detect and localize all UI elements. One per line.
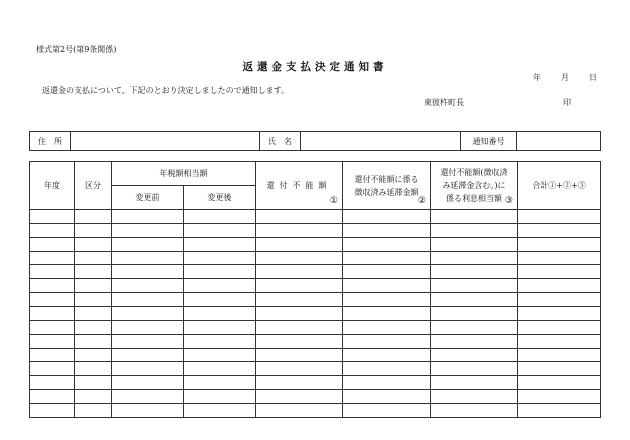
category-cell[interactable] (75, 320, 112, 334)
total-cell[interactable] (518, 237, 601, 251)
table-body (30, 210, 601, 418)
category-cell[interactable] (75, 251, 112, 265)
before-cell[interactable] (112, 279, 184, 293)
mark-2: ② (417, 196, 426, 206)
total-cell[interactable] (518, 210, 601, 224)
year-cell[interactable] (30, 307, 75, 321)
unreturned-cell[interactable] (256, 210, 343, 224)
year-cell[interactable] (30, 223, 75, 237)
before-cell[interactable] (112, 265, 184, 279)
total-cell[interactable] (518, 251, 601, 265)
category-cell[interactable] (75, 307, 112, 321)
year-cell[interactable] (30, 334, 75, 348)
late-fee-cell[interactable] (343, 293, 431, 307)
before-cell[interactable] (112, 210, 184, 224)
total-cell[interactable] (518, 293, 601, 307)
seal-mark: 印 (563, 98, 571, 107)
category-header: 区分 (75, 162, 112, 210)
late-fee-cell[interactable] (343, 307, 431, 321)
category-cell[interactable] (75, 293, 112, 307)
date-year-label: 年 (533, 73, 541, 82)
after-cell[interactable] (184, 223, 256, 237)
year-cell[interactable] (30, 348, 75, 362)
interest-line-1: 還付不能額(徴収済 (440, 168, 508, 177)
year-cell[interactable] (30, 293, 75, 307)
year-cell[interactable] (30, 390, 75, 404)
total-cell[interactable] (518, 265, 601, 279)
unreturned-cell[interactable] (256, 237, 343, 251)
late-fee-cell[interactable] (343, 390, 431, 404)
address-field[interactable] (71, 132, 260, 151)
total-cell[interactable] (518, 223, 601, 237)
recipient-info-table (29, 131, 601, 151)
after-cell[interactable] (184, 362, 256, 376)
year-cell[interactable] (30, 362, 75, 376)
late-fee-cell[interactable] (343, 320, 431, 334)
refund-table (29, 161, 601, 418)
notice-number-field[interactable] (517, 132, 601, 151)
document-title: 返還金支払決定通知書 (242, 61, 388, 73)
interest-cell[interactable] (431, 251, 518, 265)
form-number: 様式第2号(第9条関係) (36, 45, 117, 54)
table-row (30, 334, 601, 348)
interest-cell[interactable] (431, 390, 518, 404)
category-cell[interactable] (75, 334, 112, 348)
late-fee-header (343, 162, 431, 210)
unreturned-cell[interactable] (256, 362, 343, 376)
table-row (30, 404, 601, 418)
late-fee-cell[interactable] (343, 237, 431, 251)
interest-line-3: 係る利息相当額 (446, 194, 502, 203)
interest-header (431, 162, 518, 210)
table-row (30, 210, 601, 224)
category-cell[interactable] (75, 265, 112, 279)
year-cell[interactable] (30, 251, 75, 265)
late-fee-cell[interactable] (343, 362, 431, 376)
table-row (30, 279, 601, 293)
after-cell[interactable] (184, 293, 256, 307)
year-cell[interactable] (30, 237, 75, 251)
total-cell[interactable] (518, 362, 601, 376)
late-fee-cell[interactable] (343, 334, 431, 348)
interest-cell[interactable] (431, 279, 518, 293)
interest-cell[interactable] (431, 307, 518, 321)
late-fee-cell[interactable] (343, 376, 431, 390)
table-row (30, 376, 601, 390)
total-cell[interactable] (518, 334, 601, 348)
category-cell[interactable] (75, 348, 112, 362)
year-cell[interactable] (30, 265, 75, 279)
interest-cell[interactable] (431, 362, 518, 376)
unreturned-cell[interactable] (256, 376, 343, 390)
late-fee-line-1: 還付不能額に係る (354, 174, 419, 184)
after-cell[interactable] (184, 210, 256, 224)
table-row (30, 265, 601, 279)
after-cell[interactable] (184, 390, 256, 404)
before-cell[interactable] (112, 307, 184, 321)
total-cell[interactable] (518, 307, 601, 321)
table-row (30, 293, 601, 307)
interest-cell[interactable] (431, 223, 518, 237)
category-cell[interactable] (75, 362, 112, 376)
interest-cell[interactable] (431, 334, 518, 348)
table-row (30, 390, 601, 404)
after-cell[interactable] (184, 251, 256, 265)
category-cell[interactable] (75, 210, 112, 224)
late-fee-cell[interactable] (343, 348, 431, 362)
late-fee-cell[interactable] (343, 251, 431, 265)
after-cell[interactable] (184, 334, 256, 348)
interest-cell[interactable] (431, 293, 518, 307)
before-cell[interactable] (112, 404, 184, 418)
unreturned-cell[interactable] (256, 293, 343, 307)
after-cell[interactable] (184, 404, 256, 418)
mark-3: ③ (504, 196, 513, 206)
notice-number-label: 通知番号 (461, 132, 517, 151)
late-fee-cell[interactable] (343, 210, 431, 224)
after-cell[interactable] (184, 348, 256, 362)
late-fee-cell[interactable] (343, 279, 431, 293)
table-row (30, 251, 601, 265)
total-cell[interactable] (518, 376, 601, 390)
total-cell[interactable] (518, 320, 601, 334)
interest-line-2: み延滞金含む。)に (442, 181, 506, 190)
interest-cell[interactable] (431, 210, 518, 224)
interest-cell[interactable] (431, 237, 518, 251)
year-header: 年度 (30, 162, 75, 210)
before-cell[interactable] (112, 223, 184, 237)
before-cell[interactable] (112, 293, 184, 307)
after-cell[interactable] (184, 237, 256, 251)
before-cell[interactable] (112, 320, 184, 334)
year-cell[interactable] (30, 376, 75, 390)
category-cell[interactable] (75, 404, 112, 418)
interest-cell[interactable] (431, 348, 518, 362)
after-cell[interactable] (184, 320, 256, 334)
sender-name: 東彼杵町長 (424, 98, 464, 107)
table-row (30, 307, 601, 321)
year-cell[interactable] (30, 320, 75, 334)
unreturned-cell[interactable] (256, 390, 343, 404)
before-cell[interactable] (112, 251, 184, 265)
interest-cell[interactable] (431, 376, 518, 390)
before-cell[interactable] (112, 334, 184, 348)
table-row (30, 237, 601, 251)
table-row (30, 348, 601, 362)
name-label: 氏 名 (260, 132, 301, 151)
unreturned-cell[interactable] (256, 265, 343, 279)
late-fee-cell[interactable] (343, 223, 431, 237)
mark-1: ① (329, 196, 338, 206)
date-month-label: 月 (561, 73, 569, 82)
total-cell[interactable] (518, 279, 601, 293)
late-fee-cell[interactable] (343, 265, 431, 279)
category-cell[interactable] (75, 279, 112, 293)
late-fee-cell[interactable] (343, 404, 431, 418)
after-cell[interactable] (184, 307, 256, 321)
unreturned-cell[interactable] (256, 223, 343, 237)
unreturned-cell[interactable] (256, 279, 343, 293)
unreturned-cell[interactable] (256, 307, 343, 321)
name-field[interactable] (301, 132, 461, 151)
after-cell[interactable] (184, 265, 256, 279)
after-cell[interactable] (184, 279, 256, 293)
before-cell[interactable] (112, 390, 184, 404)
after-cell[interactable] (184, 376, 256, 390)
annual-tax-header: 年税額相当額 (112, 162, 256, 186)
address-label: 住 所 (30, 132, 71, 151)
intro-text: 返還金の支払について、下記のとおり決定しましたので通知します。 (42, 86, 290, 95)
date-day-label: 日 (589, 73, 597, 82)
before-cell[interactable] (112, 348, 184, 362)
category-cell[interactable] (75, 376, 112, 390)
total-cell[interactable] (518, 390, 601, 404)
unreturned-amount-text: 還付不能額 (266, 181, 332, 190)
unreturned-cell[interactable] (256, 251, 343, 265)
table-row (30, 320, 601, 334)
total-header: 合計①+②+③ (518, 162, 601, 210)
total-cell[interactable] (518, 348, 601, 362)
interest-cell[interactable] (431, 265, 518, 279)
interest-cell[interactable] (431, 320, 518, 334)
unreturned-cell[interactable] (256, 404, 343, 418)
before-cell[interactable] (112, 237, 184, 251)
after-change-header: 変更後 (184, 186, 256, 210)
category-cell[interactable] (75, 237, 112, 251)
category-cell[interactable] (75, 390, 112, 404)
category-cell[interactable] (75, 223, 112, 237)
before-cell[interactable] (112, 362, 184, 376)
before-change-header: 変更前 (112, 186, 184, 210)
year-cell[interactable] (30, 210, 75, 224)
unreturned-amount-header (256, 162, 343, 210)
unreturned-cell[interactable] (256, 320, 343, 334)
year-cell[interactable] (30, 279, 75, 293)
total-cell[interactable] (518, 404, 601, 418)
interest-cell[interactable] (431, 404, 518, 418)
unreturned-cell[interactable] (256, 334, 343, 348)
table-row (30, 223, 601, 237)
before-cell[interactable] (112, 376, 184, 390)
late-fee-line-2: 徴収済み延滞金額 (354, 187, 419, 197)
unreturned-cell[interactable] (256, 348, 343, 362)
table-row (30, 362, 601, 376)
year-cell[interactable] (30, 404, 75, 418)
